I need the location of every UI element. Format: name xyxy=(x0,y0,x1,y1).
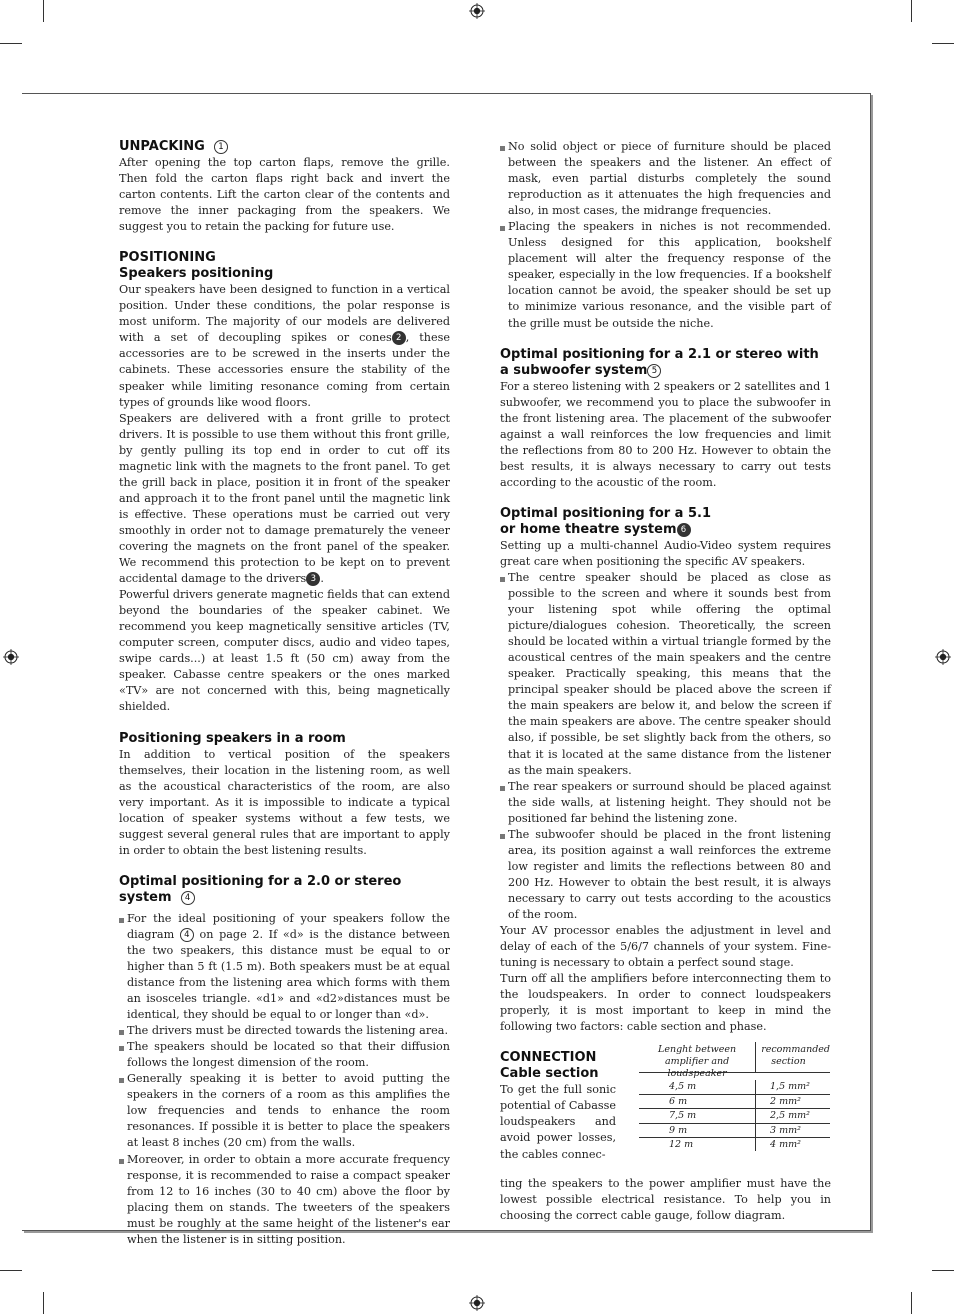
room-text: In addition to vertical position of the speakers themselves, their location in the listening room, as well as the acoustical characteristics of the room, are also very important. As it is impossible to indicate a typical location of speaker systems without a few tests, we suggest several general rules that are important to apply in order to obtain the best listening results. xyxy=(119,747,450,857)
connection-section xyxy=(500,1044,831,1176)
positioning-paragraph: Speakers are delivered with a front grille to protect drivers. It is possible to use them without this front grille, by gently pulling its top end in order to cut off its magnetic link with the magnets to the front panel. To get the grill back in place, position it in front of the speaker and approach it to the front panel until the magnetic link is effective. These operations must be carried out very smoothly in order not to damage prematurely the veneer covering the magnets on the front panel of the speaker. We recommend this protection to be kept on to prevent accidental damage to the drivers 3 . xyxy=(119,411,450,586)
sub21-heading: Optimal positioning for a 2.1 or stereo with a subwoofer system 5 xyxy=(500,346,819,378)
connection-text-continued: ting the speakers to the power amplifier must have the lowest possible electrical resistance. To help you in choosing the correct cable gauge, follow diagram. xyxy=(500,1177,831,1223)
list-item: The subwoofer should be placed in the front listening area, its position against a wall reinforces the extreme low register and limits the reflections between 80 and 200 Hz. However to obtain the best result, it is always necessary to carry out tests according to the acoustics of the room. xyxy=(500,827,831,923)
list-item: No solid object or piece of furniture should be placed between the speakers and the listener. An effect of mask, even partial disturbs completely the sound reproduction as it attenuates the high frequencies and also, in most cases, the midrange frequencies. xyxy=(500,139,831,219)
length-cell: 4,5 m xyxy=(639,1080,756,1093)
positioning-heading: POSITIONING xyxy=(119,250,216,266)
left-column xyxy=(119,139,450,1248)
crop-mark xyxy=(0,43,22,44)
ref-marker: 1 xyxy=(214,140,228,154)
ht51-intro: Setting up a multi-channel Audio-Video system requires great care when positioning the specific AV speakers. xyxy=(500,538,831,568)
unpacking-heading: UNPACKING 1 xyxy=(119,139,450,155)
ht51-paragraph: Turn off all the amplifiers before interconnecting them to the loudspeakers. In order to connect loudspeakers properly, it is most important to keep in mind the following two factors: cable section and phase. xyxy=(500,972,831,1034)
crop-mark xyxy=(932,43,954,44)
column-header: amplifier and loudspeaker xyxy=(664,1056,730,1080)
list-item: Moreover, in order to obtain a more accurate frequency response, it is recommended to raise a compact speaker from 12 to 16 inches (30 to 40 cm) above the floor by placing them on stands. The tweeters of the speakers must be roughly at the same height of the listener's ear when the listener is in sitting position. xyxy=(119,1152,450,1248)
section-cell: 2,5 mm² xyxy=(770,1110,810,1122)
crop-mark xyxy=(911,1292,912,1314)
positioning-paragraph: Our speakers have been designed to function in a vertical position. Under these conditions, the polar response is most uniform. The majority of our models are delivered with a set of decoupling spikes or cones 2 , these accessories are to be screwed in the inserts under the cabinets. These accessories ensure the stability of the speaker while limiting resonance coming from certain types of grounds like wood floors. xyxy=(119,283,450,409)
registration-mark-icon xyxy=(3,649,19,665)
sub21-text: For a stereo listening with 2 speakers or 2 satellites and 1 subwoofer, we recommend you to place the subwoofer in the front listening area. The placement of the subwoofer against a wall reinforces the low frequencies and limit the reflections from 80 to 200 Hz. However to obtain the best results, it is always necessary to carry out tests according to the acoustic of the room. xyxy=(500,379,831,489)
connection-heading: CONNECTION xyxy=(500,1050,597,1066)
column-header: Lenght between xyxy=(658,1044,737,1056)
list-item: The rear speakers or surround should be placed against the side walls, at listening height. They should not be positioned far behind the listening zone. xyxy=(500,779,831,827)
table-row xyxy=(639,1124,830,1138)
ref-marker: 4 xyxy=(181,891,195,905)
table-row xyxy=(639,1109,830,1123)
list-item: Placing the speakers in niches is not recommended. Unless designed for this application, bookshelf placement will alter the frequency response of the speaker, especially in the low frequencies. If a bookshelf location cannot be avoid, the speaker should be set up to minimize various resonance, and the visible part of the grille must be outside the niche. xyxy=(500,219,831,331)
stereo20-list xyxy=(119,911,450,1248)
table-row xyxy=(639,1138,830,1151)
list-item: The speakers should be located so that their diffusion follows the longest dimension of the room. xyxy=(119,1039,450,1071)
ref-marker: 2 xyxy=(392,331,406,345)
crop-mark xyxy=(43,1292,44,1314)
column-header: recommanded xyxy=(761,1044,830,1056)
ht51-paragraph: Your AV processor enables the adjustment in level and delay of each of the 5/6/7 channels of your system. Fine-tuning is necessary to obtain a perfect sound stage. xyxy=(500,924,831,970)
registration-mark-icon xyxy=(469,1295,485,1311)
list-item: The drivers must be directed towards the listening area. xyxy=(119,1023,450,1039)
crop-mark xyxy=(932,1270,954,1271)
connection-text: To get the full sonic potential of Cabasse loudspeakers and avoid power losses, the cables connec- xyxy=(500,1083,616,1161)
section-cell: 1,5 mm² xyxy=(770,1081,810,1093)
length-cell: 9 m xyxy=(639,1124,756,1137)
table-row xyxy=(639,1080,830,1094)
ht51-heading: Optimal positioning for a 5.1 or home theatre system 6 xyxy=(500,505,712,537)
crop-mark xyxy=(43,0,44,22)
list-item: Generally speaking it is better to avoid putting the speakers in the corners of a room as this amplifies the low frequencies and tends to enhance the room resonances. If possible it is better to place the speakers at least 8 inches (20 cm) from the walls. xyxy=(119,1071,450,1151)
ref-marker: 4 xyxy=(180,928,194,942)
speakers-positioning-heading: Speakers positioning xyxy=(119,266,274,282)
length-cell: 12 m xyxy=(639,1138,756,1151)
table-header xyxy=(639,1042,830,1080)
cable-section-table xyxy=(639,1042,830,1151)
ht51-list xyxy=(500,570,831,923)
crop-mark xyxy=(911,0,912,22)
ref-marker: 6 xyxy=(677,523,691,537)
cable-section-heading: Cable section xyxy=(500,1066,599,1082)
right-column xyxy=(500,139,831,1224)
stereo20-heading: Optimal positioning for a 2.0 or stereo system 4 xyxy=(119,873,402,905)
ref-marker: 5 xyxy=(647,364,661,378)
positioning-paragraph: Powerful drivers generate magnetic fields that can extend beyond the boundaries of the speaker cabinet. We recommend you keep magnetically sensitive articles (TV, computer screen, computer discs, audio and video tapes, swipe cards...) at least 1.5 ft (50 cm) away from the speaker. Cabasse centre speakers or the ones marked «TV» are not concerned with this, being magnetically shielded. xyxy=(119,588,450,714)
section-cell: 2 mm² xyxy=(770,1095,801,1107)
crop-mark xyxy=(0,1270,22,1271)
registration-mark-icon xyxy=(469,3,485,19)
section-cell: 3 mm² xyxy=(770,1124,801,1136)
room-heading: Positioning speakers in a room xyxy=(119,730,346,746)
length-cell: 6 m xyxy=(639,1095,756,1108)
column-header: section xyxy=(771,1056,806,1068)
stereo20-list-continued xyxy=(500,139,831,332)
ref-marker: 3 xyxy=(306,572,320,586)
table-row xyxy=(639,1095,830,1109)
section-cell: 4 mm² xyxy=(770,1138,801,1150)
registration-mark-icon xyxy=(935,649,951,665)
length-cell: 7,5 m xyxy=(639,1109,756,1122)
list-item: The centre speaker should be placed as close as possible to the screen and where it sounds best from your listening spot while offering the optimal picture/dialogues cohesion. Theoretically, the screen should be located within a virtual triangle formed by the acoustical centres of the main speakers and the centre speaker. Practically speaking, this means that the principal speaker should be placed above the screen if the main speakers are below it, and below the screen if the main speakers are above. The centre speaker should also, if possible, be set slightly back from the others, so that it is located at the same distance from the listener as the main speakers. xyxy=(500,570,831,779)
unpacking-text: After opening the top carton flaps, remove the grille. Then fold the carton flaps right back and invert the carton contents. Lift the carton clear of the contents and remove the inner packaging from the speakers. We suggest you to retain the packing for future use. xyxy=(119,156,450,234)
list-item: For the ideal positioning of your speakers follow the diagram 4 on page 2. If «d» is the distance between the two speakers, this distance must be equal to or higher than 5 ft (1.5 m). Both speakers must be at equal distance from the listening area which forms with them an isosceles triangle. «d1» and «d2»distances must be identical, they should be equal to or longer than «d». xyxy=(119,911,450,1023)
